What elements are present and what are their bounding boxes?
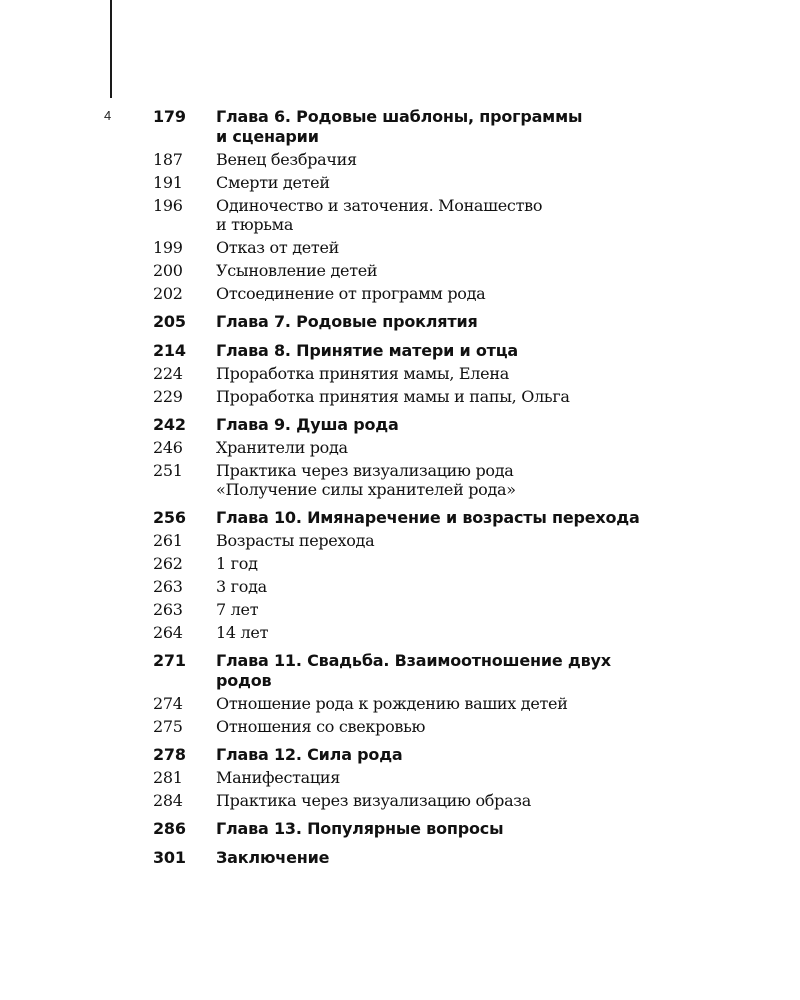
toc-entry-title: Отсоединение от программ рода xyxy=(216,284,486,303)
toc-chapter-entry xyxy=(153,508,713,528)
toc-entry-title: Проработка принятия мамы, Елена xyxy=(216,364,509,383)
toc-chapter-entry xyxy=(153,848,713,868)
toc-entry-title: Практика через визуализацию образа xyxy=(216,791,531,810)
toc-section-entry xyxy=(153,261,713,280)
toc-entry-title: 7 лет xyxy=(216,600,259,619)
toc-entry-title: Глава 10. Имянаречение и возрасты перехода xyxy=(216,508,640,527)
toc-page-number: 251 xyxy=(153,461,183,480)
toc-entry-title: Венец безбрачия xyxy=(216,150,357,169)
toc-page-number: 286 xyxy=(153,819,186,838)
toc-entry-title: Отказ от детей xyxy=(216,238,339,257)
toc-page-number: 205 xyxy=(153,312,186,331)
toc-section-entry xyxy=(153,600,713,619)
toc-entry-title: Глава 8. Принятие матери и отца xyxy=(216,341,519,360)
toc-entry-title: Проработка принятия мамы и папы, Ольга xyxy=(216,387,570,406)
page-number: 4 xyxy=(104,108,112,123)
toc-page-number: 199 xyxy=(153,238,183,257)
toc-entry-title: Заключение xyxy=(216,848,330,867)
toc-page-number: 284 xyxy=(153,791,183,810)
toc-entry-title: Смерти детей xyxy=(216,173,330,192)
toc-page-number: 214 xyxy=(153,341,186,360)
toc-entry-title: Отношения со свекровью xyxy=(216,717,426,736)
toc-entry-title: Одиночество и заточения. Монашество и тюрьма xyxy=(216,196,543,234)
toc-page-number: 191 xyxy=(153,173,183,192)
table-of-contents xyxy=(153,107,713,871)
toc-page-number: 275 xyxy=(153,717,183,736)
toc-page-number: 263 xyxy=(153,600,183,619)
toc-page-number: 229 xyxy=(153,387,183,406)
toc-entry-title: Практика через визуализацию рода «Получение силы хранителей рода» xyxy=(216,461,516,499)
toc-section-entry xyxy=(153,577,713,596)
toc-page-number: 242 xyxy=(153,415,186,434)
toc-entry-title: 3 года xyxy=(216,577,267,596)
toc-page-number: 301 xyxy=(153,848,186,867)
toc-entry-title: Хранители рода xyxy=(216,438,348,457)
toc-section-entry xyxy=(153,717,713,736)
toc-section-entry xyxy=(153,768,713,787)
margin-rule xyxy=(110,0,112,98)
toc-section-entry xyxy=(153,554,713,573)
toc-page-number: 262 xyxy=(153,554,183,573)
toc-chapter-entry xyxy=(153,341,713,361)
toc-section-entry xyxy=(153,387,713,406)
toc-entry-title: Манифестация xyxy=(216,768,341,787)
toc-page-number: 179 xyxy=(153,107,186,126)
toc-page-number: 264 xyxy=(153,623,183,642)
toc-section-entry xyxy=(153,438,713,457)
toc-section-entry xyxy=(153,461,713,499)
toc-entry-title: Усыновление детей xyxy=(216,261,378,280)
toc-chapter-entry xyxy=(153,107,713,147)
toc-page-number: 261 xyxy=(153,531,183,550)
toc-entry-title: Отношение рода к рождению ваших детей xyxy=(216,694,568,713)
toc-section-entry xyxy=(153,284,713,303)
toc-page-number: 281 xyxy=(153,768,183,787)
toc-page-number: 202 xyxy=(153,284,183,303)
toc-section-entry xyxy=(153,791,713,810)
toc-section-entry xyxy=(153,173,713,192)
toc-section-entry xyxy=(153,196,713,234)
toc-chapter-entry xyxy=(153,312,713,332)
toc-page-number: 271 xyxy=(153,651,186,670)
toc-entry-title: Глава 12. Сила рода xyxy=(216,745,403,764)
toc-entry-title: Глава 7. Родовые проклятия xyxy=(216,312,478,331)
toc-chapter-entry xyxy=(153,415,713,435)
toc-entry-title: Глава 9. Душа рода xyxy=(216,415,399,434)
toc-chapter-entry xyxy=(153,819,713,839)
toc-section-entry xyxy=(153,238,713,257)
toc-entry-title: Глава 11. Свадьба. Взаимоотношение двух родов xyxy=(216,651,611,690)
toc-page-number: 263 xyxy=(153,577,183,596)
toc-page-number: 246 xyxy=(153,438,183,457)
toc-page-number: 196 xyxy=(153,196,183,215)
toc-entry-title: Глава 13. Популярные вопросы xyxy=(216,819,504,838)
toc-page-number: 274 xyxy=(153,694,183,713)
toc-page-number: 256 xyxy=(153,508,186,527)
toc-entry-title: 14 лет xyxy=(216,623,269,642)
toc-section-entry xyxy=(153,364,713,383)
toc-section-entry xyxy=(153,531,713,550)
toc-chapter-entry xyxy=(153,745,713,765)
toc-entry-title: 1 год xyxy=(216,554,258,573)
toc-page-number: 200 xyxy=(153,261,183,280)
toc-page-number: 224 xyxy=(153,364,183,383)
toc-page-number: 187 xyxy=(153,150,183,169)
toc-entry-title: Глава 6. Родовые шаблоны, программы и сценарии xyxy=(216,107,583,146)
toc-section-entry xyxy=(153,623,713,642)
toc-chapter-entry xyxy=(153,651,713,691)
toc-entry-title: Возрасты перехода xyxy=(216,531,375,550)
toc-section-entry xyxy=(153,694,713,713)
toc-page-number: 278 xyxy=(153,745,186,764)
toc-section-entry xyxy=(153,150,713,169)
